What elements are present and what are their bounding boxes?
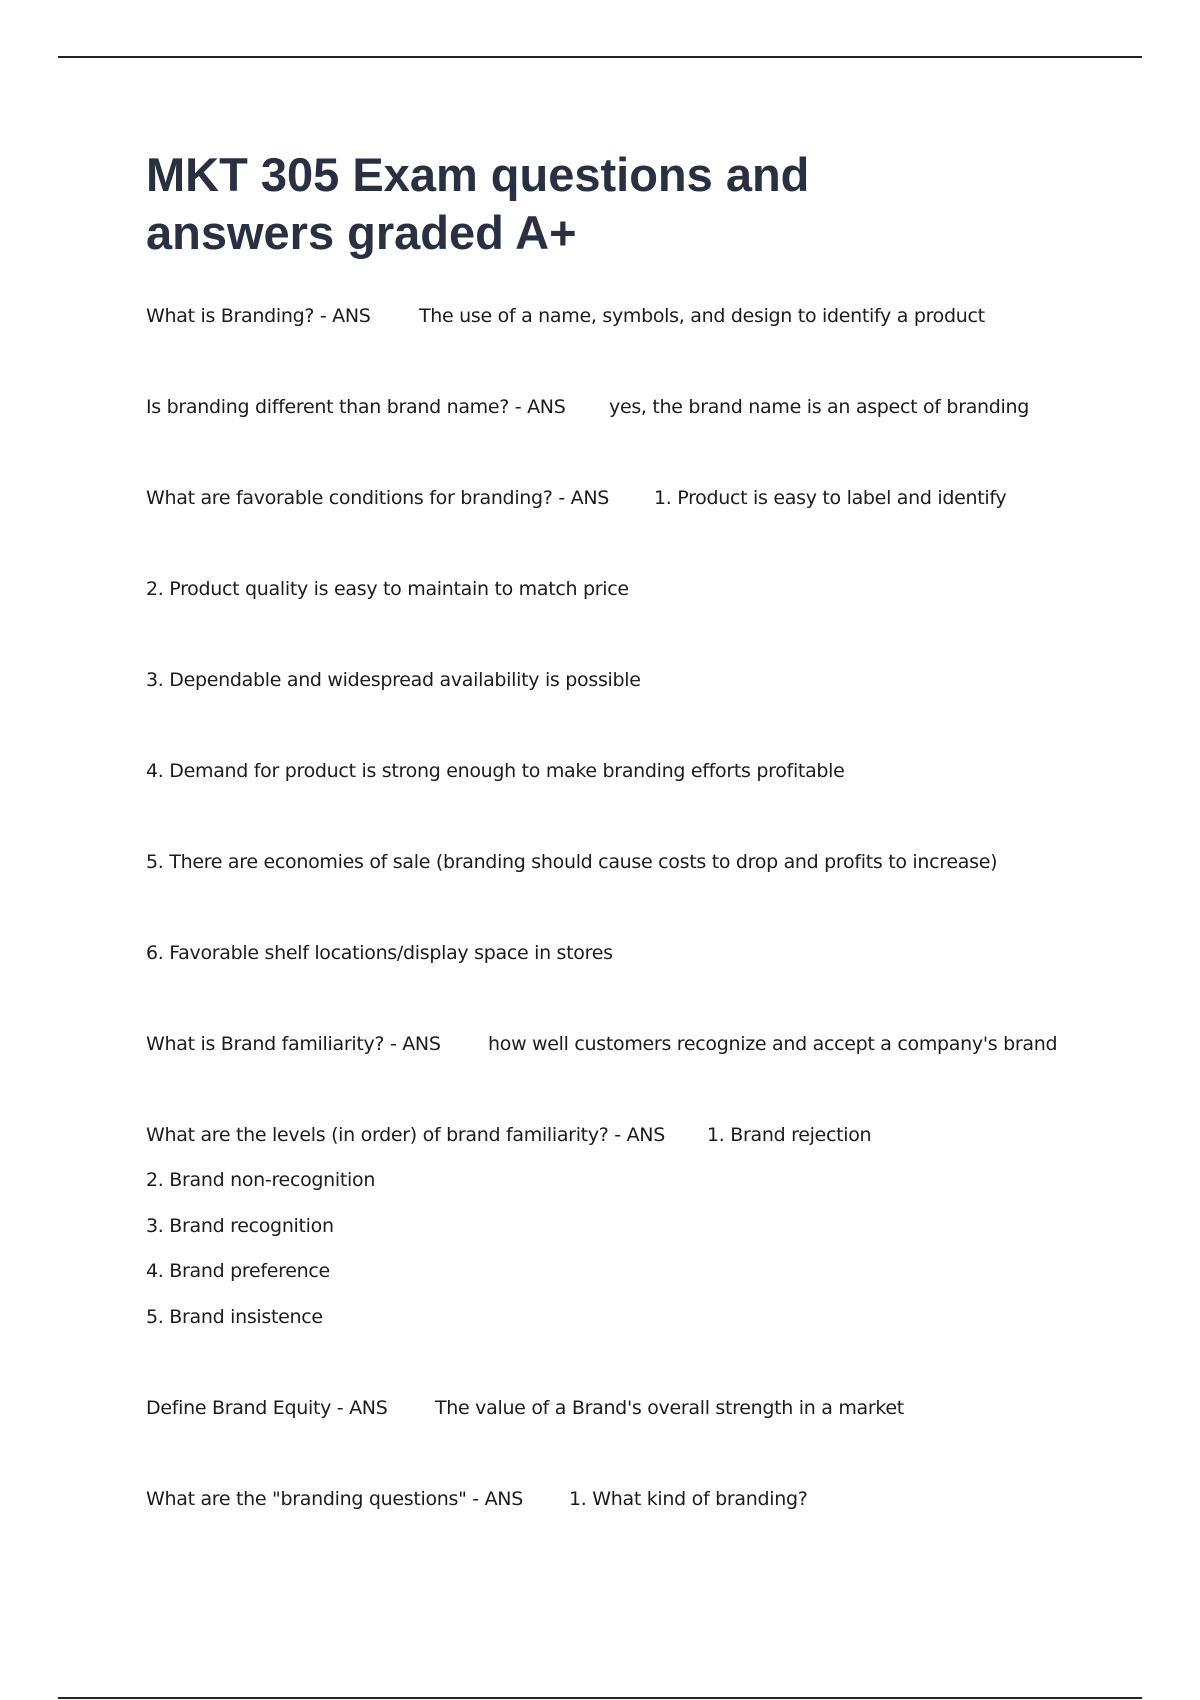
question-text: What are the "branding questions" - ANS: [146, 1488, 523, 1510]
bottom-rule: [58, 1697, 1142, 1699]
answer-text: yes, the brand name is an aspect of branding: [609, 396, 1030, 418]
question-text: What are the levels (in order) of brand familiarity? - ANS: [146, 1124, 665, 1146]
answer-text: 1. Product is easy to label and identify: [654, 487, 1007, 509]
answer-text: The use of a name, symbols, and design to identify a product: [419, 305, 985, 327]
qa-item-brand-name: [146, 395, 1146, 419]
list-item: 2. Brand non-recognition: [146, 1169, 376, 1191]
qa-item-familiarity-levels: [146, 1123, 1146, 1147]
list-item: 2. Product quality is easy to maintain to match price: [146, 578, 629, 600]
list-item: 3. Brand recognition: [146, 1215, 334, 1237]
title-line-2: answers graded A+: [146, 206, 577, 259]
question-text: What is Branding? - ANS: [146, 305, 371, 327]
question-text: Define Brand Equity - ANS: [146, 1397, 388, 1419]
list-item: 6. Favorable shelf locations/display space in stores: [146, 942, 613, 964]
question-text: What are favorable conditions for branding? - ANS: [146, 487, 609, 509]
list-item: 5. There are economies of sale (branding should cause costs to drop and profits to increase): [146, 851, 998, 873]
qa-item-branding: [146, 304, 1146, 328]
document-title: [146, 146, 1046, 262]
answer-text: 1. Brand rejection: [707, 1124, 872, 1146]
answer-text: 1. What kind of branding?: [569, 1488, 808, 1510]
answer-text: The value of a Brand's overall strength in a market: [435, 1397, 904, 1419]
list-item: 4. Brand preference: [146, 1260, 330, 1282]
list-item: 4. Demand for product is strong enough to make branding efforts profitable: [146, 760, 845, 782]
list-item: 3. Dependable and widespread availability is possible: [146, 669, 641, 691]
title-line-1: MKT 305 Exam questions and: [146, 148, 810, 201]
list-item: 5. Brand insistence: [146, 1306, 323, 1328]
qa-item-favorable-conditions: [146, 486, 1146, 510]
top-rule: [58, 56, 1142, 58]
qa-item-brand-familiarity: [146, 1032, 1146, 1056]
qa-item-brand-equity: [146, 1396, 1146, 1420]
question-text: Is branding different than brand name? - ANS: [146, 396, 566, 418]
qa-item-branding-questions: [146, 1487, 1146, 1511]
question-text: What is Brand familiarity? - ANS: [146, 1033, 441, 1055]
answer-text: how well customers recognize and accept a company's brand: [488, 1033, 1058, 1055]
